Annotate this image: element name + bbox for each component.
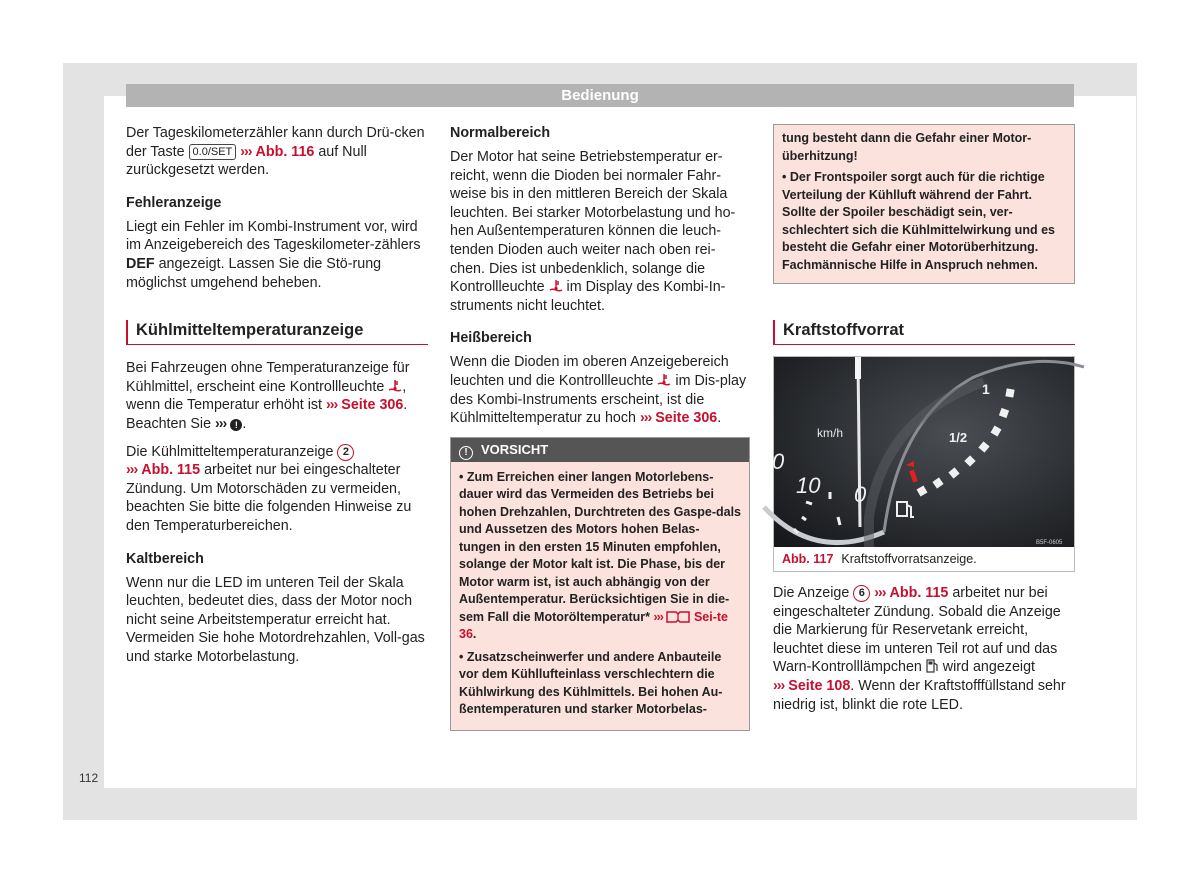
ref-link[interactable]: Seite 108	[788, 677, 851, 694]
coolant-temperature-icon	[657, 373, 671, 387]
book-reference-icon	[666, 610, 690, 623]
heading-fehleranzeige: Fehleranzeige	[126, 194, 222, 211]
callout-number: 2	[337, 444, 354, 461]
page-number: 112	[79, 771, 99, 785]
coolant-temperature-icon	[549, 279, 563, 293]
heading-kaltbereich: Kaltbereich	[126, 550, 204, 567]
ref-arrow-icon: ›››	[215, 415, 227, 432]
label-zero-left: 0	[772, 449, 785, 474]
page-header: Bedienung	[126, 84, 1074, 107]
coolant-temperature-icon	[388, 379, 402, 393]
caution-item: • Der Frontspoiler sorgt auch für die richtige Verteilung der Kühlluft während der Fahrt. Sollte der Spoiler beschädigt sein, ver-schlechtert sich die Kühlmittelwirkung und es besteht die Gefahr einer Motorüberhitzung. Fachmännische Hilfe in Anspruch nehmen.	[782, 170, 1055, 272]
paragraph-tageskilometer: Der Tageskilometerzähler kann durch Drü-cken der Taste 0.0/SET ››› Abb. 116 auf Null zurückgesetzt werden.	[126, 125, 425, 179]
paragraph-normalbereich: Der Motor hat seine Betriebstemperatur er-reicht, wenn die Dioden bei normaler Fahr-weise bis in den mittleren Bereich der Skala leuchten. Bei starker Motorbelastung und ho-hen Außentemperaturen können die leuch-tenden Dioden auch weiter nach oben rei-chen. Dies ist unbedenklich, solange die Kontrollleuchte im Display des Kombi-In-struments nicht leuchtet.	[450, 149, 736, 314]
fuel-pump-icon	[926, 659, 939, 673]
caution-box	[450, 437, 750, 731]
ref-arrow-icon: ›››	[126, 462, 138, 479]
label-half: 1/2	[949, 430, 968, 445]
section-title-kraftstoff: Kraftstoffvorrat	[773, 320, 1075, 345]
ref-link[interactable]: Abb. 116	[255, 143, 315, 160]
ref-link[interactable]: Abb. 115	[141, 462, 201, 479]
fuel-gauge-image	[774, 357, 1074, 547]
ref-link[interactable]: Seite 306	[341, 397, 404, 414]
column-3	[773, 124, 1075, 724]
paragraph-kaltbereich: Wenn nur die LED im unteren Teil der Skala leuchten, bedeutet dies, dass der Motor noch nicht seine Arbeitstemperatur erreicht hat. Vermeiden Sie hohe Motordrehzahlen, Voll-gas und starke Motorbelastung.	[126, 574, 425, 665]
warning-exclamation-icon: !	[230, 419, 242, 431]
figure-caption: Abb. 117 Kraftstoffvorratsanzeige.	[782, 552, 977, 566]
label-kmh: km/h	[817, 426, 844, 440]
label-ten: 10	[796, 473, 821, 498]
ref-arrow-icon: ›››	[773, 677, 785, 694]
ref-arrow-icon: ›››	[639, 410, 652, 427]
key-reset-icon: 0.0/SET	[189, 144, 237, 160]
paragraph-anzeige: Die Kühlmitteltemperaturanzeige 2 ››› Abb. 115 arbeitet nur bei eingeschalteter Zündung. Um Motorschäden zu vermeiden, beachten Sie bitte die folgenden Hinweise zu den Temperaturbereichen.	[126, 443, 412, 534]
heading-normalbereich: Normalbereich	[450, 125, 551, 141]
paragraph-heissbereich: Wenn die Dioden im oberen Anzeigebereich leuchten und die Kontrollleuchte im Dis-play des Kombi-Instruments erscheint, ist die Kühlmitteltemperatur zu hoch ››› Seite 306.	[450, 354, 747, 427]
ref-link[interactable]: Seite 306	[655, 410, 718, 427]
caution-item: • Zusatzscheinwerfer und andere Anbauteile vor dem Kühllufteinlass verschlechtern die Kühlwirkung des Kühlmittels. Bei hohen Au-ßentemperaturen und starker Motorbelas-	[459, 649, 723, 717]
label-zero: 0	[854, 482, 867, 507]
caution-item: • Zum Erreichen einer langen Motorlebens-dauer wird das Vermeiden des Betriebs bei hohen Drehzahlen, Durchtreten des Gaspe-dals und Aussetzen des Motors hohen Belas-tungen in den ersten 15 Minuten empfohlen, solange der Motor kalt ist. Die Phase, bis der Motor warm ist, ist auch abhängig von der Außentemperatur. Berücksichtigen Sie in die-sem Fall die Motoröltemperatur* ››› Sei-te 36.	[459, 469, 742, 642]
caution-exclamation-icon: !	[459, 446, 473, 460]
heading-heissbereich: Heißbereich	[450, 330, 532, 347]
figure-label: Abb. 117	[782, 552, 834, 566]
caution-body	[451, 462, 749, 730]
ref-link[interactable]: Sei-te 36	[459, 609, 728, 642]
paragraph-kontrollleuchte: Bei Fahrzeugen ohne Temperaturanzeige für Kühlmittel, erscheint eine Kontrollleuchte , wenn die Temperatur erhöht ist ››› Seite 306. Beachten Sie ››› ! .	[126, 360, 410, 432]
caution-box-continued	[773, 124, 1075, 284]
paragraph-kraftstoff: Die Anzeige 6 ››› Abb. 115 arbeitet nur bei eingeschalteter Zündung. Sobald die Anzeige die Markierung für Reservetank erreicht, leuchtet diese im unteren Teil rot auf und das Warn-Kontrolllämpchen wird angezeigt ››› Seite 108. Wenn der Kraftstofffüllstand sehr niedrig ist, blinkt die rote LED.	[773, 585, 1066, 713]
paragraph-fehleranzeige: Liegt ein Fehler im Kombi-Instrument vor, wird im Anzeigebereich des Tageskilometer-zählers DEF angezeigt. Lassen Sie die Stö-rung möglichst umgehend beheben.	[126, 218, 421, 291]
label-full: 1	[982, 381, 990, 397]
caution-header: ! VORSICHT	[451, 438, 749, 462]
section-title-kuehlmittel: Kühlmitteltemperaturanzeige	[126, 320, 428, 345]
callout-number: 6	[853, 585, 870, 602]
figure-code: B5F-0605	[1036, 540, 1063, 546]
figure-fuel-gauge	[773, 356, 1075, 572]
column-1	[126, 124, 428, 675]
ref-arrow-icon: ›››	[240, 143, 252, 160]
caution-item: tung besteht dann die Gefahr einer Motor-überhitzung!	[782, 131, 1032, 163]
ref-arrow-icon: ›››	[653, 609, 663, 624]
column-2	[450, 124, 750, 731]
ref-link[interactable]: Abb. 115	[889, 585, 949, 601]
ref-arrow-icon: ›››	[874, 585, 886, 601]
ref-arrow-icon: ›››	[326, 397, 338, 414]
